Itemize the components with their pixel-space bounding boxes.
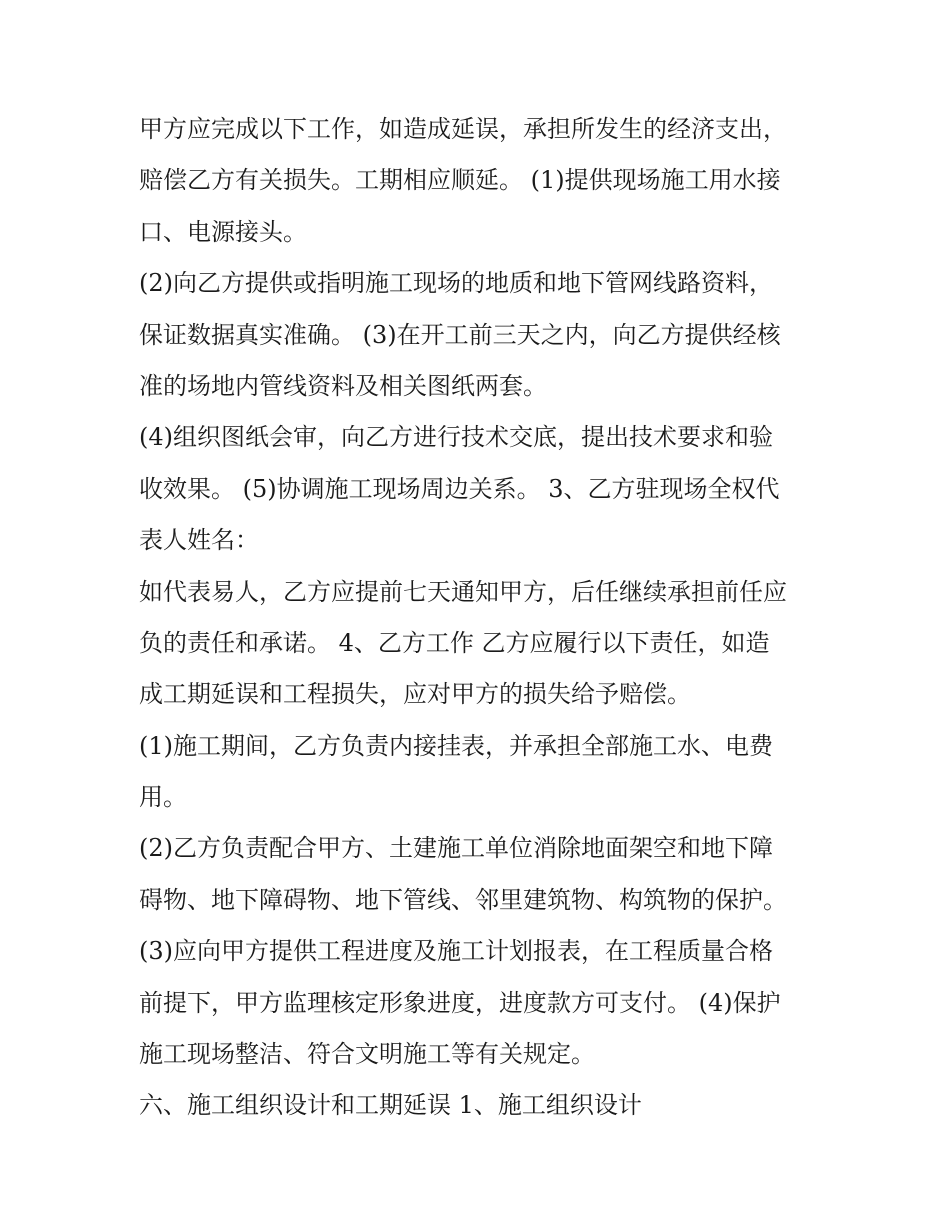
text-line: 准的场地内管线资料及相关图纸两套。 — [139, 371, 547, 400]
text-line: 前提下，甲方监理核定形象进度，进度款方可支付。 (4)保护 — [139, 988, 781, 1017]
text-line: 赔偿乙方有关损失。工期相应顺延。 (1)提供现场施工用水接 — [139, 166, 781, 195]
text-line: 收效果。 (5)协调施工现场周边关系。 3、乙方驻现场全权代 — [139, 474, 780, 503]
text-line: 口、电源接头。 — [139, 217, 307, 246]
text-line: 如代表易人，乙方应提前七天通知甲方，后任继续承担前任应 — [139, 577, 787, 606]
text-line: 用。 — [139, 783, 187, 812]
text-line: 施工现场整洁、符合文明施工等有关规定。 — [139, 1040, 595, 1069]
text-line: (2)乙方负责配合甲方、土建施工单位消除地面架空和地下障 — [139, 834, 773, 863]
section-heading-line: 六、施工组织设计和工期延误 1、施工组织设计 — [139, 1091, 642, 1120]
text-line: (3)应向甲方提供工程进度及施工计划报表，在工程质量合格 — [139, 937, 773, 966]
text-line: (4)组织图纸会审，向乙方进行技术交底，提出技术要求和验 — [139, 423, 773, 452]
text-line: 甲方应完成以下工作，如造成延误，承担所发生的经济支出， — [139, 115, 787, 143]
text-line: 负的责任和承诺。 4、乙方工作 乙方应履行以下责任，如造 — [139, 628, 770, 657]
text-line: 保证数据真实准确。 (3)在开工前三天之内，向乙方提供经核 — [139, 320, 781, 349]
document-body — [139, 104, 829, 1132]
text-line: 碍物、地下障碍物、地下管线、邻里建筑物、构筑物的保护。 — [139, 885, 787, 914]
text-line: 成工期延误和工程损失，应对甲方的损失给予赔偿。 — [139, 680, 691, 709]
text-line: 表人姓名： — [139, 526, 259, 555]
text-line: (1)施工期间，乙方负责内接挂表，并承担全部施工水、电费 — [139, 731, 773, 760]
text-line: (2)向乙方提供或指明施工现场的地质和地下管网线路资料， — [139, 269, 773, 298]
